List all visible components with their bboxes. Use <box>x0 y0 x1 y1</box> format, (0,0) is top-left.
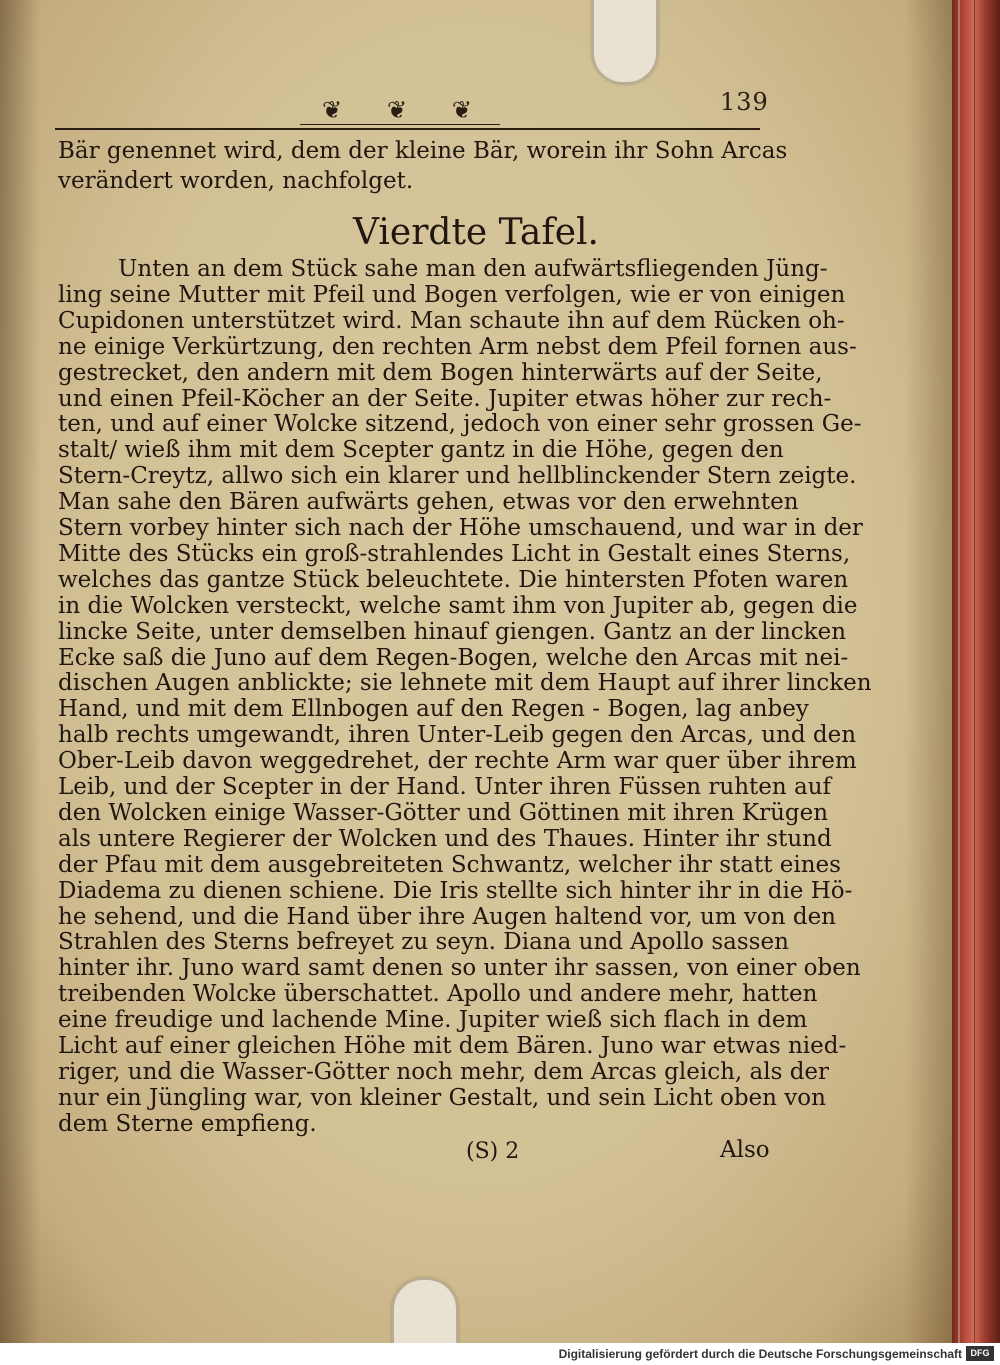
ornament-fleuron-icon: ❦ <box>386 96 408 124</box>
text-line: dischen Augen anblickte; sie lehnete mit dem Haupt auf ihrer lincken <box>58 670 872 697</box>
text-line: Stern-Creytz, allwo sich ein klarer und hellblinckender Stern zeigte. <box>58 463 857 490</box>
page-number: 139 <box>720 88 769 116</box>
text-line: nur ein Jüngling war, von kleiner Gestalt, und sein Licht oben von <box>58 1084 826 1111</box>
text-line: in die Wolcken versteckt, welche samt ihm von Jupiter ab, gegen die <box>58 592 858 619</box>
footer-bar <box>0 1343 1000 1365</box>
catchword: Also <box>720 1137 770 1163</box>
text-line: hinter ihr. Juno ward samt denen so unter ihr sassen, von einer oben <box>58 955 861 982</box>
text-line: Bär genennet wird, dem der kleine Bär, worein ihr Sohn Arcas <box>58 138 788 164</box>
text-line: ne einige Verkürtzung, den rechten Arm nebst dem Pfeil fornen aus- <box>58 333 857 360</box>
text-line: he sehend, und die Hand über ihre Augen haltend vor, um von den <box>58 903 836 930</box>
text-line: ten, und auf einer Wolcke sitzend, jedoch von einer sehr grossen Ge- <box>58 411 862 438</box>
text-line: treibenden Wolcke überschattet. Apollo und andere mehr, hatten <box>58 981 818 1008</box>
text-line: Diadema zu dienen schiene. Die Iris stellte sich hinter ihr in die Hö- <box>58 877 853 904</box>
text-line: welches das gantze Stück beleuchtete. Die hintersten Pfoten waren <box>58 566 849 593</box>
page-edge-shadow <box>905 0 952 1343</box>
dfg-logo-icon: DFG <box>966 1346 994 1361</box>
text-line: dem Sterne empfieng. <box>58 1110 317 1137</box>
text-line: riger, und die Wasser-Götter noch mehr, dem Arcas gleich, als der <box>58 1058 830 1085</box>
text-line: als untere Regierer der Wolcken und des Thaues. Hinter ihr stund <box>58 825 832 852</box>
text-line: gestrecket, den andern mit dem Bogen hinterwärts auf der Seite, <box>58 359 823 386</box>
text-line: lincke Seite, unter demselben hinauf giengen. Gantz an der lincken <box>58 618 847 645</box>
header-rule <box>55 128 760 130</box>
text-line: halb rechts umgewandt, ihren Unter-Leib gegen den Arcas, und den <box>58 722 857 749</box>
text-line: Unten an dem Stück sahe man den aufwärtsfliegenden Jüng- <box>118 256 828 282</box>
text-line: eine freudige und lachende Mine. Jupiter wieß sich flach in dem <box>58 1007 808 1034</box>
gutter-shadow <box>0 0 40 1343</box>
funding-credit: Digitalisierung gefördert durch die Deutsche Forschungsgemeinschaft <box>558 1347 962 1361</box>
ornament-fleuron-icon: ❦ <box>451 96 472 124</box>
text-line: Leib, und der Scepter in der Hand. Unter ihren Füssen ruhten auf <box>58 774 832 800</box>
text-line: Stern vorbey hinter sich nach der Höhe umschauend, und war in der <box>58 515 863 541</box>
signature-mark: (S) 2 <box>466 1139 520 1164</box>
text-line: der Pfau mit dem ausgebreiteten Schwantz, welcher ihr statt eines <box>58 851 841 878</box>
text-line: Ober-Leib davon weggedrehet, der rechte Arm war quer über ihrem <box>58 748 857 775</box>
section-heading: Vierdte Tafel. <box>353 212 599 253</box>
text-line: Licht auf einer gleichen Höhe mit dem Bären. Juno war etwas nied- <box>58 1033 847 1059</box>
text-line: Ecke saß die Juno auf dem Regen-Bogen, welche den Arcas mit nei- <box>58 644 849 671</box>
text-line: Strahlen des Sterns befreyet zu seyn. Diana und Apollo sassen <box>58 929 789 956</box>
text-line: Hand, und mit dem Ellnbogen auf den Regen - Bogen, lag anbey <box>58 696 809 723</box>
text-line: und einen Pfeil-Köcher an der Seite. Jupiter etwas höher zur rech- <box>58 385 832 412</box>
header-ornament <box>322 96 472 124</box>
text-line: ling seine Mutter mit Pfeil und Bogen verfolgen, wie er von einigen <box>58 281 846 308</box>
text-line: verändert worden, nachfolget. <box>58 168 414 194</box>
ornament-fleuron-icon: ❦ <box>322 96 343 124</box>
text-line: stalt/ wieß ihm mit dem Scepter gantz in die Höhe, gegen den <box>58 437 784 464</box>
book-edge <box>952 0 1000 1343</box>
header-rule-top <box>300 124 500 125</box>
text-line: Mitte des Stücks ein groß-strahlendes Licht in Gestalt eines Sterns, <box>58 540 851 567</box>
text-line: den Wolcken einige Wasser-Götter und Göttinen mit ihren Krügen <box>58 799 829 826</box>
text-line: Man sahe den Bären aufwärts gehen, etwas vor den erwehnten <box>58 489 799 516</box>
text-line: Cupidonen unterstützet wird. Man schaute ihn auf dem Rücken oh- <box>58 307 845 334</box>
page-clip-top <box>592 0 658 84</box>
